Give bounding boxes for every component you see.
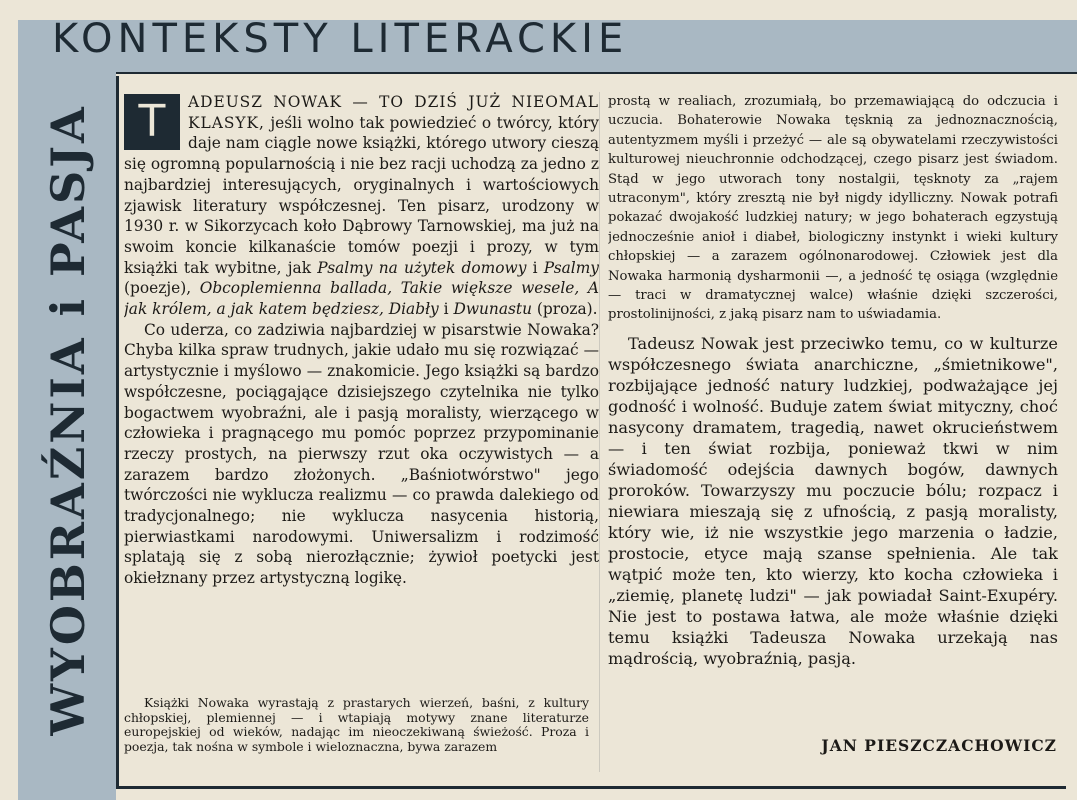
section-title: KONTEKSTY LITERACKIE: [52, 16, 629, 62]
paragraph-small: Książki Nowaka wyrastają z prastarych wierzeń, baśni, z kultury chłopskiej, plemiennej — i wtapiają motywy znane literaturze europejskiej od wieków, nadając im nieoczekiwaną świeżość. Proza i poezja, tak nośna w symbole i wieloznaczna, bywa zarazem: [124, 696, 589, 754]
header-rule: [116, 72, 1077, 74]
genre-note: (poezje),: [124, 279, 200, 298]
conjunction: i: [438, 300, 454, 319]
paragraph-intro: [124, 92, 599, 320]
book-title: Psalmy: [543, 258, 599, 277]
paragraph-small: prostą w realiach, zrozumiałą, bo przemawiającą do odczucia i uczucia. Bohaterowie Nowaka tęsknią za jednoznacznością, autentyzmem myśli i przeżyć — ale są obywatelami rzeczywistości kulturowej nieuchronnie odchodzącej, czego pisarz jest świadom. Stąd w jego utworach tony nostalgii, tęsknoty za „rajem utraconym", który zresztą nie był nigdy idylliczny. Nowak potrafi pokazać dwojakość ludzkiej natury; w jego bohaterach egzystują jednocześnie anioł i diabeł, biologiczny instynkt i wieki kultury chłopskiej — a zarazem ogólnonarodowej. Człowiek jest dla Nowaka harmonią dysharmonii —, a jedność tę osiąga (względnie — traci w dramatycznej walce) właśnie dzięki szczerości, prostolinijności, z jaką pisarz nam to uświadamia.: [608, 94, 1058, 323]
genre-note: (proza).: [532, 300, 598, 319]
paragraph-body: Co uderza, co zadziwia najbardziej w pisarstwie Nowaka? Chyba kilka spraw trudnych, jakie udało mu się rozwiązać — artystycznie i myślowo — znakomicie. Jego książki są bardzo współczesne, pociągające dzisiejszego czytelnika nie tylko bogactwem wyobraźni, ale i pasją moralisty, wierzącego w człowieka i pragnącego mu pomóc poprzez przypominanie rzeczy prostych, na pierwszy rzut oka oczywistych — a zarazem bardzo złożonych. „Baśniotwórstwo" jego twórczości nie wyklucza realizmu — co prawda dalekiego od tradycjonalnego; nie wyklucza nasycenia historią, pierwiastkami narodowymi. Uniwersalizm i rodzimość splatają się z sobą nierozłącznie; żywioł poetycki jest okiełznany przez artystyczną logikę.: [124, 320, 599, 588]
book-title: Dwunastu: [453, 300, 532, 319]
column-divider: [599, 92, 600, 772]
lead-in: ADEUSZ NOWAK — TO DZIŚ JUŻ NIEOMAL KLASYK,: [188, 93, 599, 132]
book-title: Obcoplemienna ballada, Takie większe wesele, A jak królem, a jak katem będziesz, Diabły: [124, 279, 599, 319]
paragraph-body: Tadeusz Nowak jest przeciwko temu, co w kulturze współczesnego świata anarchiczne, „śmietnikowe", rozbijające jedność natury ludzkiej, podważające jej godność i wolność. Buduje zatem świat mityczny, choć nasycony dramatem, tragedią, nawet okrucieństwem — i ten świat rozbija, ponieważ tkwi w nim świadomość odejścia dawnych bogów, dawnych proroków. Towarzyszy mu poczucie bólu; rozpacz i niewiara mieszają się z ufnością, z pasją moralisty, który wie, iż nie wszystkie jego marzenia o ładzie, prostocie, etyce mają szanse spełnienia. Ale tak wątpić może ten, kto wierzy, kto kocha człowieka i „ziemię, planetę ludzi" — jak powiadał Saint-Exupéry. Nie jest to postawa łatwa, ale może właśnie dzięki temu książki Tadeusza Nowaka urzekają nas mądrością, wyobraźnią, pasją.: [608, 333, 1058, 668]
column-left-small-text: [124, 696, 589, 772]
intro-text: jeśli wolno tak powiedzieć o twórcy, który daje nam ciągle nowe książki, którego utwory cieszą się ogromną popularnością i nie bez racji uchodzą za jedno z najbardziej interesujących, oryginalnych i wartościowych zjawisk literatury współczesnej. Ten pisarz, urodzony w 1930 r. w Sikorzycach koło Dąbrowy Tarnowskiej, ma już na swoim koncie kilkanaście tomów poezji i prozy, w tym książki tak wybitne, jak: [124, 113, 599, 277]
book-title: Psalmy na użytek domowy: [317, 258, 527, 277]
author-signature: JAN PIESZCZACHOWICZ: [821, 736, 1057, 755]
article-title: WYOBRAŹNIA i PASJA: [41, 104, 95, 736]
column-left: [124, 92, 599, 697]
column-right: [608, 92, 1058, 669]
conjunction: i: [526, 258, 544, 277]
drop-cap: T: [124, 94, 180, 150]
